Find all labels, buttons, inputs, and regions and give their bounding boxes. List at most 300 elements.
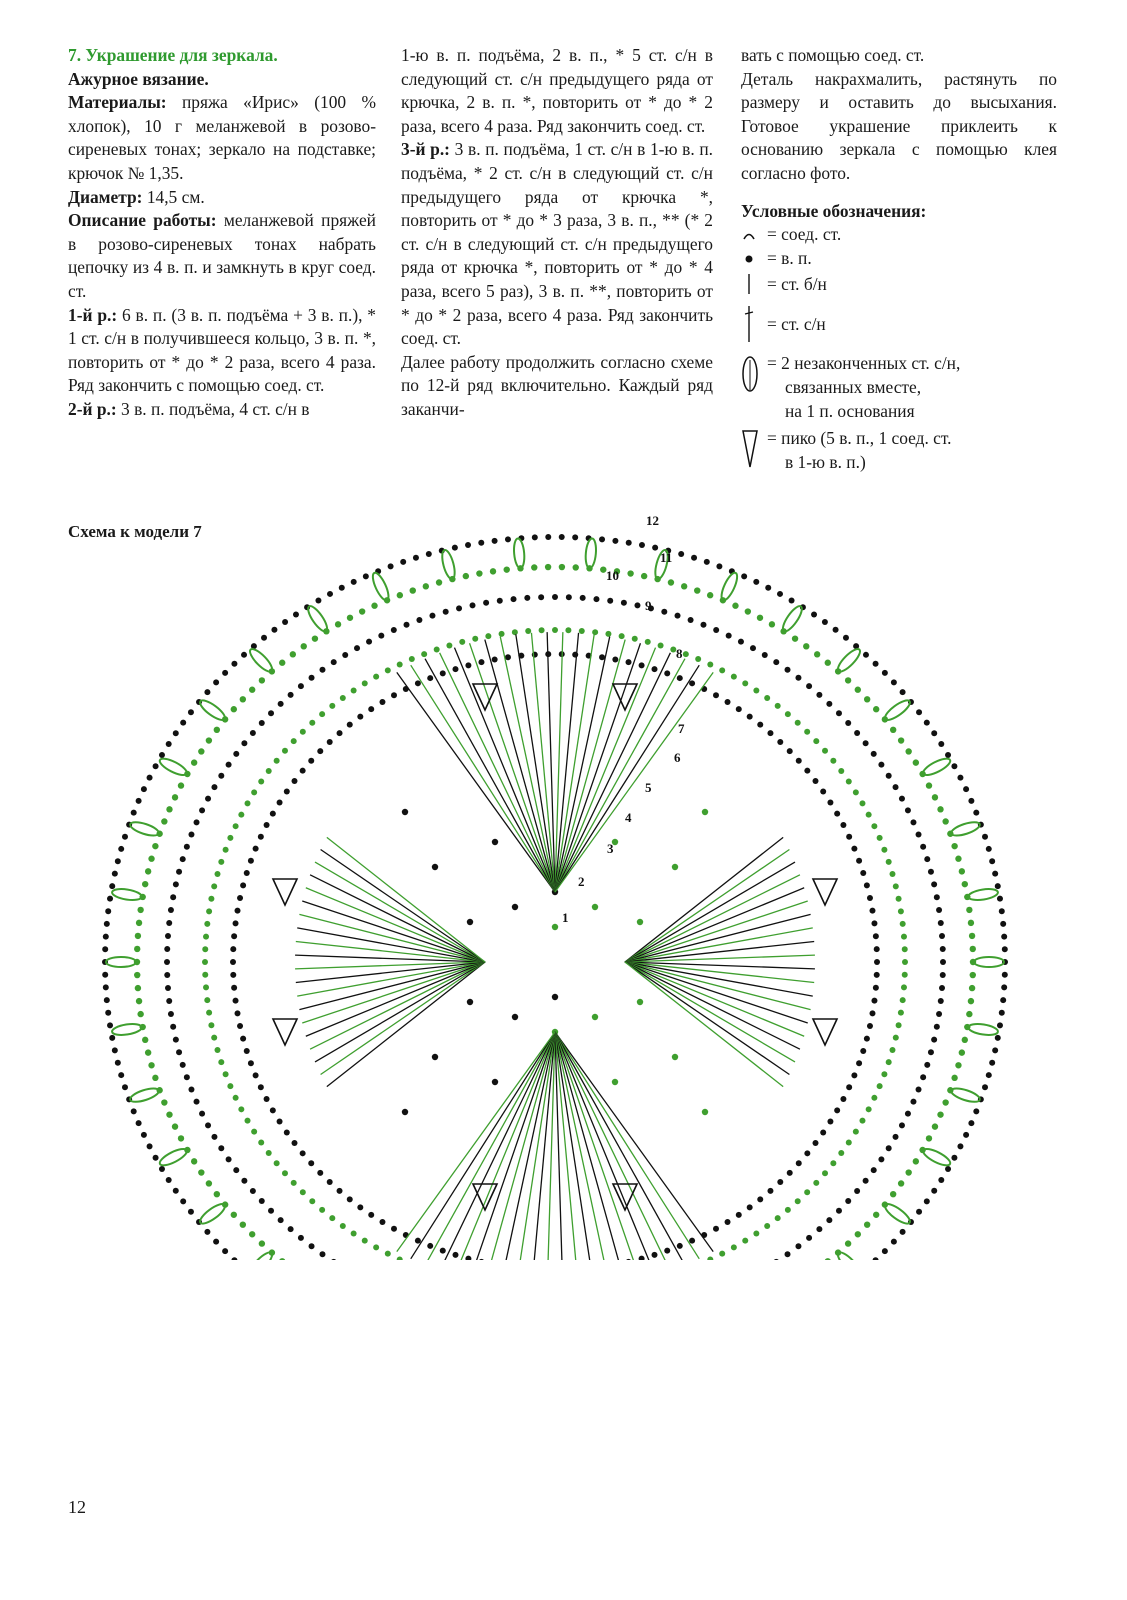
chain-stitch [999, 1010, 1005, 1016]
chain-stitch [605, 631, 611, 637]
double-crochet-stitch [555, 653, 670, 892]
chain-stitch [940, 972, 946, 978]
chain-stitch [753, 1231, 759, 1237]
chain-stitch [902, 959, 908, 965]
chain-stitch [258, 1084, 264, 1090]
text-column-1 [68, 44, 376, 422]
chain-stitch [233, 920, 239, 926]
chain-stitch [485, 633, 491, 639]
chain-stitch [249, 687, 255, 693]
chain-stitch [874, 959, 880, 965]
chain-stitch [796, 1160, 802, 1166]
chain-stitch [136, 920, 142, 926]
double-crochet-stitch [306, 962, 485, 1036]
chain-stitch [218, 1145, 224, 1151]
row1-paragraph [68, 304, 376, 398]
chain-stitch [836, 1208, 842, 1214]
chain-stitch [319, 667, 325, 673]
chain-stitch [233, 751, 239, 757]
chain-stitch [168, 907, 174, 913]
chain-stitch [713, 1226, 719, 1232]
chain-stitch [957, 775, 963, 781]
chain-stitch [235, 1010, 241, 1016]
chain-stitch [227, 835, 233, 841]
chain-stitch [938, 920, 944, 926]
chain-stitch [432, 864, 438, 870]
single-crochet-icon [741, 272, 767, 296]
chain-stitch [924, 720, 930, 726]
chain-stitch [966, 1011, 972, 1017]
chain-stitch [172, 794, 178, 800]
chain-stitch [938, 741, 944, 747]
chain-stitch [118, 1072, 124, 1078]
chain-stitch [900, 921, 906, 927]
chain-stitch [890, 727, 896, 733]
chain-stitch [233, 1167, 239, 1173]
chain-stitch [337, 730, 343, 736]
chain-stitch [191, 1158, 197, 1164]
chain-stitch [695, 656, 701, 662]
chain-stitch [882, 1248, 888, 1254]
round-label: 4 [625, 810, 632, 825]
chain-stitch [204, 921, 210, 927]
chain-stitch [166, 1111, 172, 1117]
chain-stitch [846, 1084, 852, 1090]
chain-stitch [261, 635, 267, 641]
chain-stitch [107, 896, 113, 902]
double-crochet-stitch [625, 888, 804, 962]
finishing-paragraph: Деталь накрахмалить, растянуть по размеру и оставить до высыхания. Готовое украшение приклеить к основанию зеркала с помощью клея согласно фото. [741, 68, 1057, 183]
chain-stitch [986, 1072, 992, 1078]
chain-stitch [231, 1257, 237, 1260]
chain-stitch [373, 674, 379, 680]
chain-stitch [429, 613, 435, 619]
chain-stitch [279, 660, 285, 666]
chain-stitch [891, 1239, 897, 1245]
chain-stitch [825, 1258, 831, 1260]
chain-stitch [688, 617, 694, 623]
chain-stitch [357, 1204, 363, 1210]
chain-stitch [951, 843, 957, 849]
chain-stitch [871, 1095, 877, 1101]
cluster-stitch [158, 1146, 189, 1169]
cluster-stitch [197, 697, 227, 723]
chain-stitch [910, 1099, 916, 1105]
chain-stitch [757, 1196, 763, 1202]
chain-stitch [926, 1135, 932, 1141]
round-label: 6 [674, 750, 681, 765]
chain-stitch [626, 659, 632, 665]
chain-stitch [764, 1223, 770, 1229]
legend-item-slip-stitch: = соед. ст. [741, 223, 1057, 247]
chain-stitch [700, 622, 706, 628]
chain-stitch [180, 720, 186, 726]
chain-stitch [989, 858, 995, 864]
double-crochet-stitch [625, 962, 789, 1074]
chain-stitch [298, 1235, 304, 1241]
chain-stitch [683, 651, 689, 657]
chain-stitch [753, 579, 759, 585]
chain-stitch [391, 1226, 397, 1232]
chain-stitch [916, 709, 922, 715]
chain-stitch [391, 692, 397, 698]
chain-stitch [317, 748, 323, 754]
legend-item-cluster: = 2 незаконченных ст. с/н, связанных вместе, на 1 п. основания [741, 352, 1057, 423]
chain-stitch [214, 727, 220, 733]
chain-stitch [675, 613, 681, 619]
chain-stitch [385, 1251, 391, 1257]
chain-stitch [652, 666, 658, 672]
double-crochet-stitch [470, 643, 555, 892]
chain-stitch [525, 628, 531, 634]
chain-stitch [251, 1129, 257, 1135]
chain-stitch [928, 1049, 934, 1055]
double-crochet-stitch [411, 1032, 555, 1259]
chain-stitch [725, 1219, 731, 1225]
chain-stitch [415, 680, 421, 686]
chain-stitch [661, 609, 667, 615]
chain-stitch [315, 597, 321, 603]
chain-stitch [118, 846, 124, 852]
chain-stitch [747, 1204, 753, 1210]
chain-stitch [250, 1188, 256, 1194]
chain-stitch [827, 1119, 833, 1125]
chain-stitch [122, 834, 128, 840]
chain-stitch [198, 1169, 204, 1175]
chain-stitch [268, 710, 274, 716]
chain-stitch [845, 677, 851, 683]
chain-stitch [937, 806, 943, 812]
chain-stitch [511, 596, 517, 602]
chain-stitch [785, 1207, 791, 1213]
chain-stitch [867, 895, 873, 901]
chain-stitch [580, 595, 586, 601]
chain-stitch [920, 1074, 926, 1080]
chain-stitch [402, 1109, 408, 1115]
chain-stitch [951, 763, 957, 769]
double-crochet-stitch [321, 962, 485, 1074]
chain-stitch [736, 706, 742, 712]
chain-stitch [757, 615, 763, 621]
chain-stitch [632, 636, 638, 642]
chain-stitch [840, 1096, 846, 1102]
double-crochet-stitch [299, 914, 485, 962]
chain-stitch [939, 933, 945, 939]
chain-stitch [955, 856, 961, 862]
chain-stitch [658, 642, 664, 648]
chain-stitch [995, 883, 1001, 889]
chain-stitch [900, 689, 906, 695]
chain-stitch [282, 619, 288, 625]
chain-stitch [677, 675, 683, 681]
chain-stitch [259, 720, 265, 726]
chain-stitch [545, 534, 551, 540]
cluster-stitch [921, 756, 952, 779]
chain-stitch [762, 652, 768, 658]
chain-stitch [838, 768, 844, 774]
chain-stitch [867, 1023, 873, 1029]
chain-stitch [264, 822, 270, 828]
chain-stitch [893, 883, 899, 889]
chain-stitch [188, 709, 194, 715]
chain-stitch [893, 784, 899, 790]
chain-stitch [147, 1143, 153, 1149]
chain-stitch [792, 635, 798, 641]
chain-stitch [552, 594, 558, 600]
chain-stitch [512, 1014, 518, 1020]
chain-stitch [268, 1208, 274, 1214]
chain-stitch [103, 984, 109, 990]
chain-stitch [970, 972, 976, 978]
chain-stitch [873, 933, 879, 939]
chain-stitch [814, 651, 820, 657]
chain-stitch [886, 773, 892, 779]
chain-stitch [397, 661, 403, 667]
chain-stitch [932, 794, 938, 800]
chain-stitch [652, 1252, 658, 1258]
chain-stitch [777, 739, 783, 745]
chain-stitch [241, 740, 247, 746]
chain-stitch [308, 1160, 314, 1166]
chain-stitch [916, 1087, 922, 1093]
chain-stitch [312, 635, 318, 641]
chain-stitch [874, 972, 880, 978]
chain-stitch [105, 908, 111, 914]
chain-stitch [920, 844, 926, 850]
chain-stitch [902, 946, 908, 952]
chain-stitch [901, 984, 907, 990]
materials-label: Материалы: [68, 92, 167, 113]
chain-stitch [864, 696, 870, 702]
chain-stitch [820, 1129, 826, 1135]
row2-paragraph [68, 398, 376, 422]
chain-stitch [131, 1108, 137, 1114]
chain-stitch [342, 652, 348, 658]
chain-stitch [282, 748, 288, 754]
chain-stitch [968, 998, 974, 1004]
double-crochet-stitch [485, 640, 555, 892]
chain-stitch [188, 1087, 194, 1093]
chain-stitch [931, 730, 937, 736]
chain-stitch [340, 695, 346, 701]
double-crochet-stitch [310, 875, 485, 962]
chain-stitch [145, 868, 151, 874]
legend-item-double-crochet: = ст. с/н [741, 304, 1057, 344]
chain-stitch [309, 1198, 315, 1204]
chain-stitch [691, 555, 697, 561]
chain-stitch [846, 1139, 852, 1145]
chain-stitch [331, 1259, 337, 1260]
chain-stitch [899, 796, 905, 802]
chain-stitch [293, 611, 299, 617]
chain-stitch [963, 1132, 969, 1138]
chain-stitch [742, 680, 748, 686]
chain-stitch [713, 627, 719, 633]
chain-stitch [188, 1209, 194, 1215]
chain-stitch [871, 823, 877, 829]
chain-stitch [244, 870, 250, 876]
chain-stitch [148, 1062, 154, 1068]
double-crochet-stitch [299, 962, 485, 1010]
chain-stitch [327, 1179, 333, 1185]
chain-stitch [492, 839, 498, 845]
chain-stitch [612, 538, 618, 544]
chain-stitch [166, 1177, 172, 1183]
round-label: 11 [660, 550, 673, 565]
chain-stitch [459, 639, 465, 645]
chain-stitch [237, 895, 243, 901]
chain-stitch [873, 985, 879, 991]
chain-stitch [986, 846, 992, 852]
chain-stitch [959, 868, 965, 874]
chain-stitch [194, 1099, 200, 1105]
chain-stitch [869, 1010, 875, 1016]
chain-stitch [168, 1011, 174, 1017]
chain-stitch [599, 536, 605, 542]
chain-stitch [707, 592, 713, 598]
chain-stitch [747, 714, 753, 720]
double-crochet-stitch [327, 962, 485, 1087]
chain-stitch [211, 784, 217, 790]
chain-stitch [789, 597, 795, 603]
chain-stitch [331, 659, 337, 665]
chain-stitch [928, 869, 934, 875]
chain-stitch [230, 972, 236, 978]
chain-stitch [339, 585, 345, 591]
chain-stitch [476, 570, 482, 576]
chain-stitch [164, 959, 170, 965]
cluster-stitch [106, 957, 136, 967]
chain-stitch [379, 1219, 385, 1225]
row3-label: 3-й р.: [401, 139, 450, 160]
chain-stitch [926, 782, 932, 788]
chain-stitch [939, 985, 945, 991]
cluster-stitch [882, 1201, 912, 1227]
chain-stitch [288, 692, 294, 698]
chain-stitch [707, 1257, 713, 1260]
chain-stitch [366, 639, 372, 645]
chain-stitch [245, 1118, 251, 1124]
chain-stitch [838, 1150, 844, 1156]
chain-stitch [218, 773, 224, 779]
chain-stitch [612, 1079, 618, 1085]
chain-stitch [416, 617, 422, 623]
chain-stitch [866, 812, 872, 818]
chain-stitch [773, 1259, 779, 1260]
chain-stitch [227, 1083, 233, 1089]
chain-stitch [822, 1170, 828, 1176]
chain-stitch [804, 729, 810, 735]
chain-stitch [300, 768, 306, 774]
double-crochet-stitch [625, 962, 783, 1087]
chain-stitch [317, 1170, 323, 1176]
chain-stitch [362, 680, 368, 686]
chain-stitch [936, 1011, 942, 1017]
chain-stitch [105, 1010, 111, 1016]
chain-stitch [134, 972, 140, 978]
chain-stitch [704, 559, 710, 565]
chain-stitch [253, 846, 259, 852]
chain-stitch [208, 896, 214, 902]
chain-stitch [1002, 946, 1008, 952]
slip-stitch-icon [741, 228, 767, 242]
chain-stitch [233, 998, 239, 1004]
chain-stitch [787, 748, 793, 754]
chain-stitch [694, 587, 700, 593]
chain-stitch [452, 1252, 458, 1258]
chain-stitch [231, 706, 237, 712]
chain-stitch [859, 1118, 865, 1124]
chain-stitch [860, 870, 866, 876]
chain-stitch [300, 1189, 306, 1195]
chain-stitch [230, 946, 236, 952]
chain-stitch [871, 920, 877, 926]
chain-stitch [973, 1108, 979, 1114]
chain-stitch [213, 679, 219, 685]
chain-stitch [122, 1084, 128, 1090]
chain-stitch [775, 1215, 781, 1221]
chain-stitch [889, 1047, 895, 1053]
chain-stitch [504, 566, 510, 572]
chain-stitch [202, 959, 208, 965]
double-crochet-stitch [555, 640, 625, 892]
round-label: 10 [606, 568, 619, 583]
chain-stitch [938, 998, 944, 1004]
chain-stitch [452, 545, 458, 551]
chain-stitch [492, 656, 498, 662]
chain-stitch [764, 695, 770, 701]
chain-stitch [362, 1238, 368, 1244]
chain-stitch [104, 921, 110, 927]
double-crochet-stitch [555, 643, 640, 892]
chain-stitch [871, 751, 877, 757]
chain-stitch [215, 1047, 221, 1053]
chain-stitch [180, 856, 186, 862]
diameter-text: 14,5 см. [142, 186, 205, 207]
chain-stitch [1001, 934, 1007, 940]
chain-stitch [147, 775, 153, 781]
chain-stitch [970, 946, 976, 952]
chain-stitch [1002, 972, 1008, 978]
chain-stitch [816, 1226, 822, 1232]
row1-text: 6 в. п. (3 в. п. подъёма + 3 в. п.), * 1 ст. с/н в получившееся кольцо, 3 в. п. *, повторить от * до * 2 раза, всего 4 раза. Ряд закончить с помощью соед. ст. [68, 304, 376, 396]
chain-stitch [159, 1166, 165, 1172]
chain-stitch [291, 1180, 297, 1186]
chain-stitch [443, 609, 449, 615]
chain-stitch [777, 1179, 783, 1185]
chain-stitch [385, 667, 391, 673]
chain-stitch [300, 729, 306, 735]
chain-stitch [173, 730, 179, 736]
chain-stitch [134, 946, 140, 952]
chain-stitch [213, 1239, 219, 1245]
chain-stitch [707, 661, 713, 667]
chain-stitch [777, 591, 783, 597]
chain-stitch [882, 670, 888, 676]
chain-stitch [1001, 984, 1007, 990]
chain-stitch [347, 722, 353, 728]
double-crochet-stitch [411, 665, 555, 892]
chain-stitch [871, 998, 877, 1004]
cluster-stitch [718, 571, 740, 602]
chain-stitch [968, 798, 974, 804]
chain-stitch [208, 1022, 214, 1028]
chain-stitch [565, 627, 571, 633]
chain-stitch [104, 997, 110, 1003]
cluster-stitch [967, 887, 998, 902]
chain-stitch [902, 972, 908, 978]
chain-stitch [900, 1229, 906, 1235]
